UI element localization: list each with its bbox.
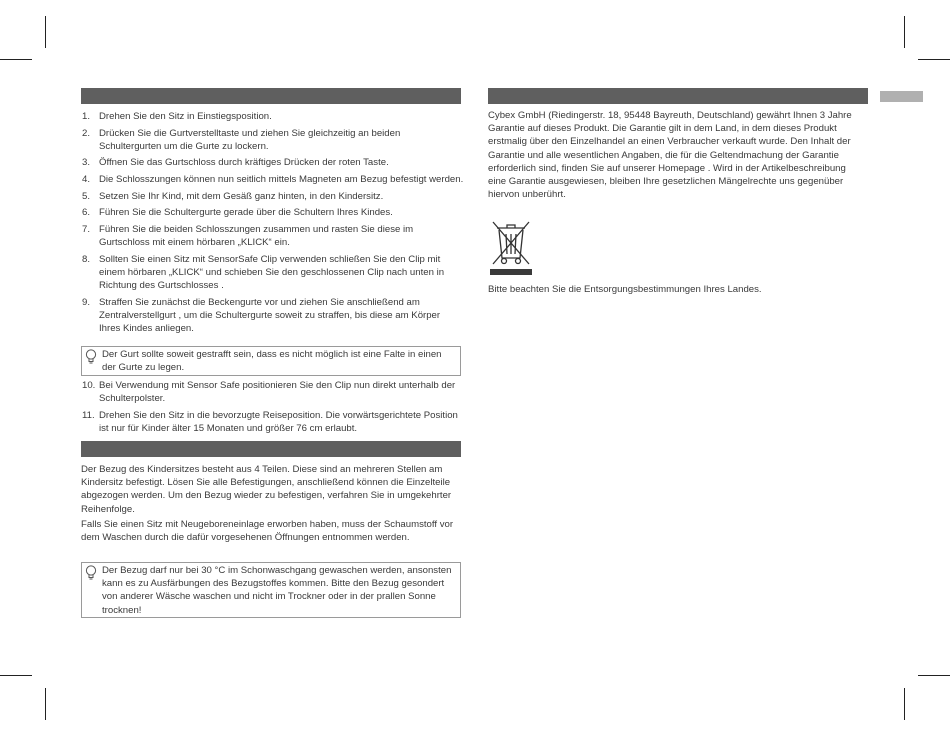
list-item: [82, 379, 464, 405]
step-number: 6.: [82, 207, 91, 219]
step-text: Drehen Sie den Sitz in die bevorzugte Reiseposition. Die vorwärtsgerichtete Position ist nur für Kinder älter 15 Monaten und größer 76 cm erlaubt.: [99, 409, 458, 434]
note-text: Der Bezug darf nur bei 30 °C im Schonwaschgang gewaschen werden, ansonsten kann es zu Ausfärbungen des Bezugstoffes kommen. Bitte den Bezug gesondert von anderer Wäsche waschen und nicht im Trockner oder in der prallen Sonne trocknen!: [102, 565, 452, 616]
page-tab: [880, 91, 923, 102]
step-text: Drücken Sie die Gurtverstelltaste und ziehen Sie gleichzeitig an beiden Schultergurten um die Gurte zu lockern.: [99, 127, 401, 152]
list-item: [82, 156, 464, 169]
step-number: 1.: [82, 111, 91, 122]
step-text: Führen Sie die beiden Schlosszungen zusammen und rasten Sie diese im Gurtschloss mit einem hörbaren „KLICK“ ein.: [99, 223, 414, 248]
step-text: Öffnen Sie das Gurtschloss durch kräftiges Drücken der roten Taste.: [99, 157, 389, 169]
note-box: [81, 562, 461, 618]
list-item: [82, 110, 464, 123]
step-number: 7.: [82, 223, 91, 235]
step-number: 10.: [82, 380, 96, 391]
crop-mark: [45, 16, 46, 48]
step-text: Führen Sie die Schultergurte gerade über die Schultern Ihres Kindes.: [99, 207, 393, 219]
note-box: [81, 346, 461, 376]
step-text: Die Schlosszungen können nun seitlich mittels Magneten am Bezug befestigt werden.: [99, 173, 464, 185]
warranty-paragraph: Cybex GmbH (Riedingerstr. 18, 95448 Bayreuth, Deutschland) gewährt Ihnen 3 Jahre Garantie auf dieses Produkt. Die Garantie gilt in dem Land, in dem dieses Produkt erstmalig über den Einzelhandel an einen Verbraucher verkauft wurde. Den Inhalt der Garantie und alle wesentlichen Angaben, die für die Geltendmachung der Garantie erforderlich sind, finden Sie auf unserer Homepage . Wird in der Artikelbeschreibung eine Garantie ausgewiesen, bleiben Ihre gesetzlichen Mängelrechte uns gegenüber hiervon unberührt.: [488, 110, 852, 201]
note-text: Der Gurt sollte soweit gestrafft sein, dass es nicht möglich ist eine Falte in einen der Gurte zu legen.: [102, 349, 442, 374]
step-number: 9.: [82, 296, 91, 308]
step-text: Drehen Sie den Sitz in Einstiegsposition.: [99, 111, 272, 122]
list-item: [82, 253, 464, 293]
crop-mark: [904, 688, 905, 720]
step-number: 4.: [82, 173, 91, 185]
step-text: Bei Verwendung mit Sensor Safe positionieren Sie den Clip nun direkt unterhalb der Schulterpolster.: [99, 380, 456, 405]
lightbulb-icon: [85, 565, 97, 580]
crop-mark: [0, 59, 32, 60]
step-number: 2.: [82, 127, 91, 139]
step-text: Setzen Sie Ihr Kind, mit dem Gesäß ganz hinten, in den Kindersitz.: [99, 190, 384, 202]
list-item: [82, 190, 464, 203]
section-header-bar: [81, 88, 461, 104]
list-item: [82, 173, 464, 186]
crop-mark: [0, 675, 32, 676]
step-number: 8.: [82, 253, 91, 265]
crop-mark: [918, 59, 950, 60]
step-text: Straffen Sie zunächst die Beckengurte vor und ziehen Sie anschließend am Zentralverstellgurt , um die Schultergurte soweit zu straffen, bis diese am Körper Ihres Kindes anliegen.: [99, 296, 441, 334]
step-number: 11.: [82, 409, 95, 421]
crop-mark: [918, 675, 950, 676]
list-item: [82, 223, 464, 249]
section-header-bar: [488, 88, 868, 104]
steps-list-continued: [82, 379, 464, 439]
crop-mark: [45, 688, 46, 720]
list-item: [82, 296, 464, 336]
cover-paragraph: Falls Sie einen Sitz mit Neugeboreneinlage erworben haben, muss der Schaumstoff vor dem Waschen durch die dafür vorgesehenen Öffnungen entnommen werden.: [81, 519, 454, 544]
step-text: Sollten Sie einen Sitz mit SensorSafe Clip verwenden schließen Sie den Clip mit einem hörbaren „KLICK“ und schieben Sie den geschlossenen Clip nach unten in Richtung des Gurtschlosses .: [99, 253, 445, 291]
step-number: 5.: [82, 190, 91, 202]
section-header-bar: [81, 441, 461, 457]
lightbulb-icon: [85, 349, 97, 364]
disposal-paragraph: Bitte beachten Sie die Entsorgungsbestimmungen Ihres Landes.: [488, 284, 762, 295]
list-item: [82, 206, 464, 219]
crossed-out-wheelie-bin-icon: [488, 216, 534, 276]
crop-mark: [904, 16, 905, 48]
list-item: [82, 127, 464, 153]
step-number: 3.: [82, 157, 91, 169]
cover-paragraph: Der Bezug des Kindersitzes besteht aus 4 Teilen. Diese sind an mehreren Stellen am Kindersitz befestigt. Lösen Sie alle Befestigungen, anschließend können die Einzelteile abgezogen werden. Um den Bezug wieder zu befestigen, verfahren Sie in umgekehrter Reihenfolge.: [81, 464, 452, 515]
list-item: [82, 409, 464, 435]
steps-list: [82, 110, 464, 339]
